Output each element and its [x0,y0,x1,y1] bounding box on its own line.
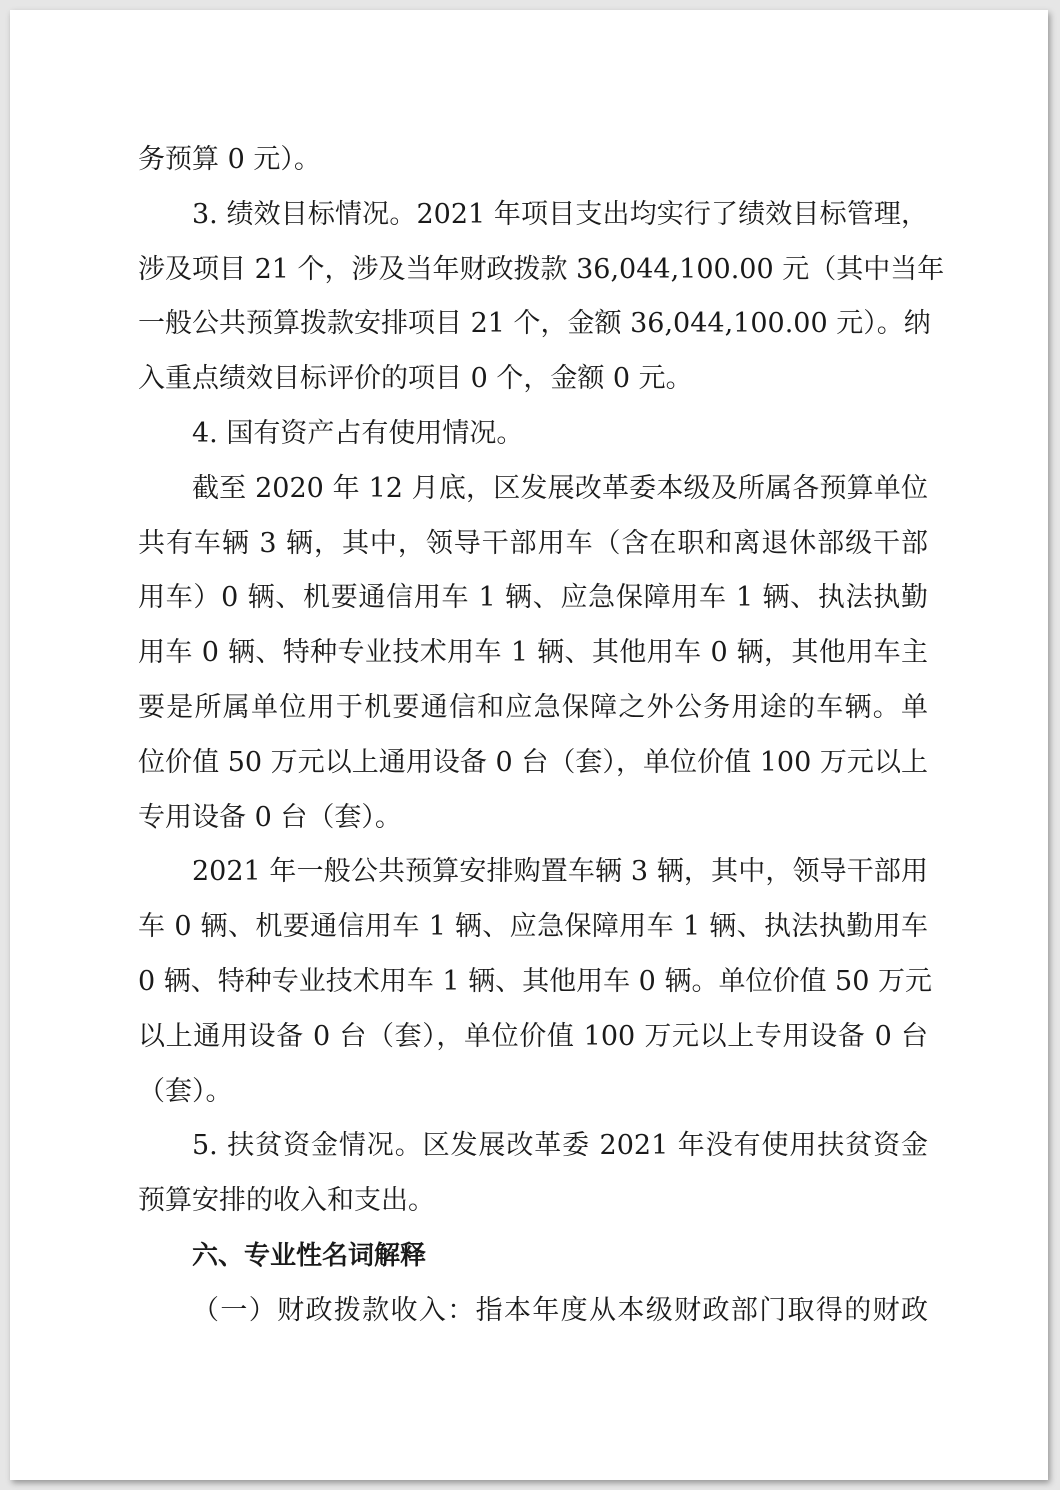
paragraph-line: 入重点绩效目标评价的项目 0 个，金额 0 元。 [138,363,693,395]
paragraph-line: 5. 扶贫资金情况。区发展改革委 2021 年没有使用扶贫资金 [192,1130,928,1162]
paragraph-line: （套）。 [138,1075,233,1107]
paragraph-line: 3. 绩效目标情况。2021 年项目支出均实行了绩效目标管理， [192,198,928,230]
paragraph-line: （一）财政拨款收入：指本年度从本级财政部门取得的财政 [192,1294,928,1326]
paragraph-line: 位价值 50 万元以上通用设备 0 台（套），单位价值 100 万元以上 [138,746,928,778]
paragraph-line: 用车 0 辆、特种专业技术用车 1 辆、其他用车 0 辆，其他用车主 [138,637,928,669]
section-heading: 六、专业性名词解释 [192,1240,427,1271]
paragraph-line: 车 0 辆、机要通信用车 1 辆、应急保障用车 1 辆、执法执勤用车 [138,911,928,943]
paragraph-line: 截至 2020 年 12 月底，区发展改革委本级及所属各预算单位 [192,472,928,504]
paragraph-line: 预算安排的收入和支出。 [138,1185,435,1217]
paragraph-line: 4. 国有资产占有使用情况。 [192,417,524,449]
paragraph-line: 务预算 0 元）。 [138,144,321,175]
paragraph-line: 2021 年一般公共预算安排购置车辆 3 辆，其中，领导干部用 [192,856,928,888]
paragraph-line: 用车）0 辆、机要通信用车 1 辆、应急保障用车 1 辆、执法执勤 [138,582,928,614]
paragraph-line: 涉及项目 21 个，涉及当年财政拨款 36,044,100.00 元（其中当年 [138,253,945,285]
paragraph-line: 要是所属单位用于机要通信和应急保障之外公务用途的车辆。单 [138,691,928,723]
body-text [138,133,945,1339]
paragraph-line: 以上通用设备 0 台（套），单位价值 100 万元以上专用设备 0 台 [138,1020,928,1052]
document-page [10,10,1048,1480]
paragraph-line: 0 辆、特种专业技术用车 1 辆、其他用车 0 辆。单位价值 50 万元 [138,965,932,997]
paragraph-line: 一般公共预算拨款安排项目 21 个，金额 36,044,100.00 元）。纳 [138,308,931,340]
paragraph-line: 共有车辆 3 辆，其中，领导干部用车（含在职和离退休部级干部 [138,527,928,559]
paragraph-line: 专用设备 0 台（套）。 [138,801,402,833]
